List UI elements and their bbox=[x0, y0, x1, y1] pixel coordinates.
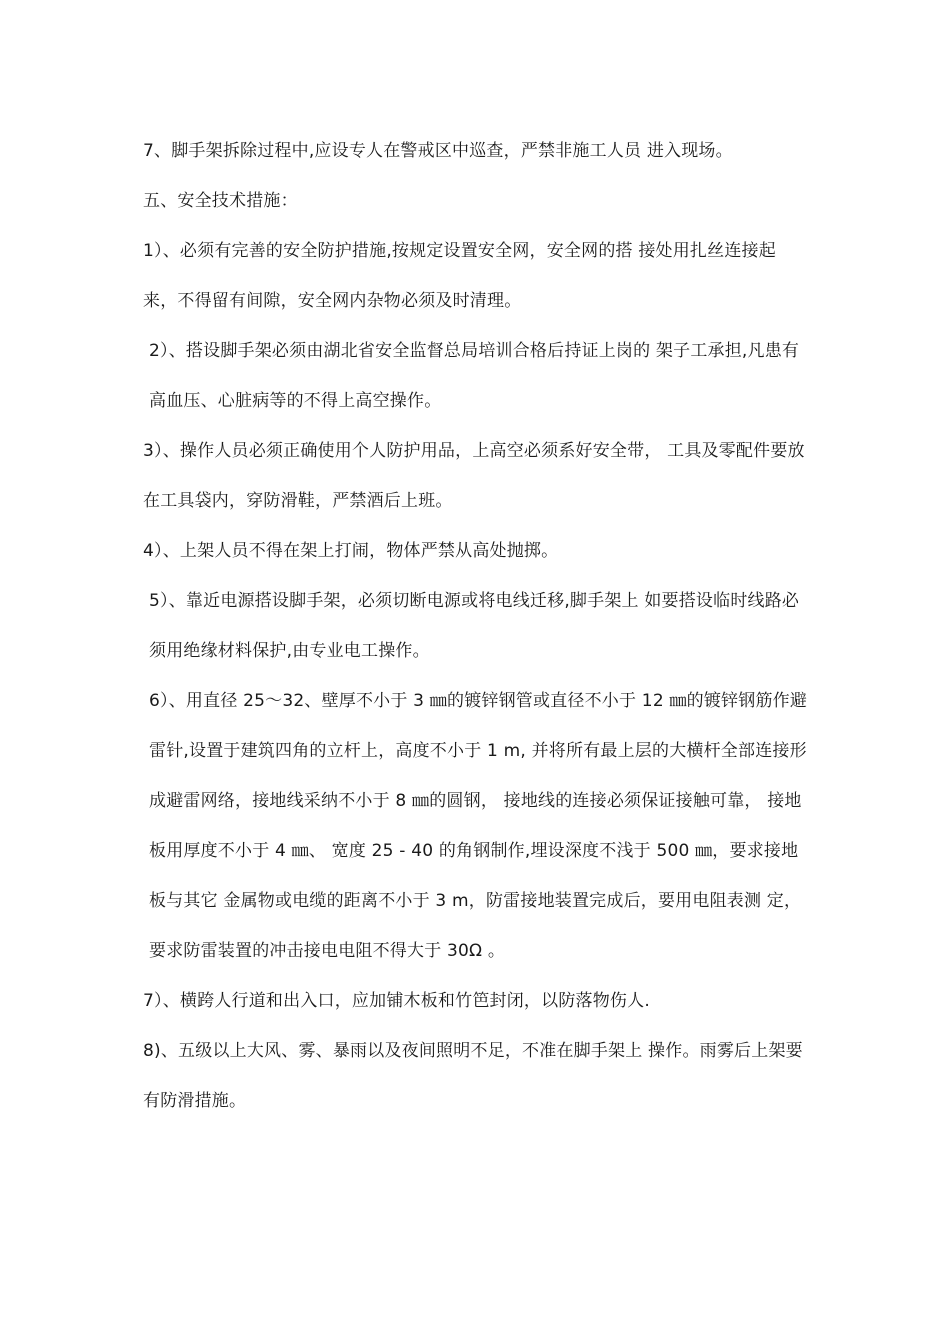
paragraph-measure-1: 1）、必须有完善的安全防护措施,按规定设置安全网，安全网的搭 接处用扎丝连接起来，不得留有间隙，安全网内杂物必须及时清理。 bbox=[143, 241, 776, 311]
document-body bbox=[143, 126, 808, 1126]
paragraph-measure-3: 3）、操作人员必须正确使用个人防护用品，上高空必须系好安全带， 工具及零配件要放在工具袋内，穿防滑鞋，严禁酒后上班。 bbox=[143, 441, 805, 511]
paragraph-measure-2: 2）、搭设脚手架必须由湖北省安全监督总局培训合格后持证上岗的 架子工承担,凡患有高血压、心脏病等的不得上高空操作。 bbox=[149, 341, 800, 411]
paragraph-measure-8: 8)、五级以上大风、雾、暴雨以及夜间照明不足，不准在脚手架上 操作。雨雾后上架要有防滑措施。 bbox=[143, 1041, 803, 1111]
paragraph-item-7-dismantle: 7、脚手架拆除过程中,应设专人在警戒区中巡查，严禁非施工人员 进入现场。 bbox=[143, 141, 733, 161]
paragraph-measure-6: 6）、用直径 25～32、壁厚不小于 3 ㎜的镀锌钢管或直径不小于 12 ㎜的镀锌钢筋作避雷针,设置于建筑四角的立杆上，高度不小于 1 m, 并将所有最上层的大横杆全部连接形成避雷网络，接地线采纳不小于 8 ㎜的圆钢， 接地线的连接必须保证接触可靠， 接地板用厚度不小于 4 ㎜、 宽度 25 - 40 的角钢制作,埋设深度不浅于 500 ㎜，要求接地板与其它 金属物或电缆的距离不小于 3 m，防雷接地装置完成后，要用电阻表测 定，要求防雷装置的冲击接电电阻不得大于 30Ω 。 bbox=[149, 691, 808, 961]
paragraph-measure-7: 7）、横跨人行道和出入口，应加铺木板和竹笆封闭，以防落物伤人. bbox=[143, 991, 650, 1011]
paragraph-measure-4: 4）、上架人员不得在架上打闹，物体严禁从高处抛掷。 bbox=[143, 541, 559, 561]
section-heading-safety-measures: 五、安全技术措施： bbox=[143, 191, 298, 211]
paragraph-measure-5: 5）、靠近电源搭设脚手架，必须切断电源或将电线迁移,脚手架上 如要搭设临时线路必须用绝缘材料保护,由专业电工操作。 bbox=[149, 591, 800, 661]
